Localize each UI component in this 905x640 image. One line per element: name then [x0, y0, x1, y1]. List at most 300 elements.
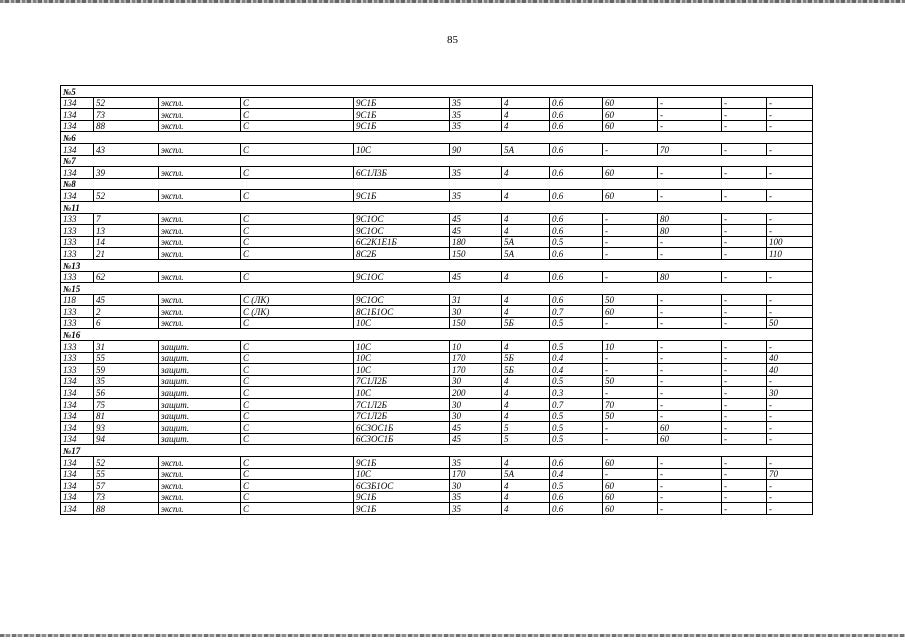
- cell-composition: 9С1Б: [354, 491, 450, 503]
- cell-col-a: 60: [603, 503, 658, 515]
- cell-col-a: 60: [603, 167, 658, 179]
- cell-plot: 57: [94, 480, 159, 492]
- cell-class: 4: [502, 225, 550, 237]
- cell-composition: 9С1Б: [354, 190, 450, 202]
- cell-species-type: С: [241, 364, 354, 376]
- table-row: [61, 190, 813, 202]
- cell-col-c: -: [722, 248, 767, 260]
- cell-class: 4: [502, 375, 550, 387]
- cell-composition: 10С: [354, 143, 450, 155]
- cell-plot: 52: [94, 190, 159, 202]
- cell-class: 5Б: [502, 364, 550, 376]
- cell-col-a: 60: [603, 120, 658, 132]
- cell-composition: 9С1Б: [354, 97, 450, 109]
- cell-age: 180: [450, 236, 502, 248]
- cell-category: экспл.: [159, 480, 241, 492]
- cell-composition: 8С2Б: [354, 248, 450, 260]
- cell-quarter: 134: [61, 457, 94, 469]
- cell-age: 35: [450, 503, 502, 515]
- cell-plot: 94: [94, 433, 159, 445]
- cell-class: 4: [502, 410, 550, 422]
- cell-species-type: С: [241, 271, 354, 283]
- table-row: [61, 352, 813, 364]
- cell-category: экспл.: [159, 167, 241, 179]
- cell-col-b: -: [658, 364, 722, 376]
- cell-col-c: -: [722, 422, 767, 434]
- cell-col-d: 30: [767, 387, 813, 399]
- cell-density: 0.6: [550, 503, 603, 515]
- cell-col-b: 80: [658, 271, 722, 283]
- group-header-row: [61, 329, 813, 341]
- cell-class: 4: [502, 294, 550, 306]
- table-row: [61, 364, 813, 376]
- group-header-row: [61, 259, 813, 271]
- cell-plot: 43: [94, 143, 159, 155]
- table-row: [61, 248, 813, 260]
- cell-quarter: 133: [61, 341, 94, 353]
- cell-category: экспл.: [159, 225, 241, 237]
- table-row: [61, 399, 813, 411]
- cell-col-b: -: [658, 399, 722, 411]
- cell-density: 0.5: [550, 341, 603, 353]
- cell-category: защит.: [159, 410, 241, 422]
- cell-col-a: 70: [603, 399, 658, 411]
- cell-quarter: 118: [61, 294, 94, 306]
- cell-density: 0.6: [550, 109, 603, 121]
- cell-composition: 10С: [354, 317, 450, 329]
- cell-species-type: С: [241, 410, 354, 422]
- cell-col-a: 60: [603, 491, 658, 503]
- cell-density: 0.3: [550, 387, 603, 399]
- cell-col-b: -: [658, 341, 722, 353]
- cell-category: экспл.: [159, 190, 241, 202]
- cell-species-type: С: [241, 225, 354, 237]
- cell-col-c: -: [722, 387, 767, 399]
- cell-density: 0.7: [550, 306, 603, 318]
- group-label: №11: [61, 201, 813, 213]
- cell-plot: 75: [94, 399, 159, 411]
- cell-age: 30: [450, 410, 502, 422]
- cell-quarter: 134: [61, 399, 94, 411]
- cell-class: 5А: [502, 143, 550, 155]
- cell-col-a: 60: [603, 97, 658, 109]
- cell-col-c: -: [722, 190, 767, 202]
- cell-plot: 2: [94, 306, 159, 318]
- cell-col-c: -: [722, 143, 767, 155]
- cell-age: 150: [450, 317, 502, 329]
- cell-col-c: -: [722, 468, 767, 480]
- cell-composition: 9С1Б: [354, 503, 450, 515]
- table-row: [61, 225, 813, 237]
- cell-category: экспл.: [159, 248, 241, 260]
- cell-plot: 14: [94, 236, 159, 248]
- cell-col-b: -: [658, 457, 722, 469]
- cell-composition: 7С1Л2Б: [354, 399, 450, 411]
- group-header-row: [61, 178, 813, 190]
- table-row: [61, 143, 813, 155]
- group-label: №7: [61, 155, 813, 167]
- group-header-row: [61, 283, 813, 295]
- cell-class: 4: [502, 109, 550, 121]
- cell-category: защит.: [159, 387, 241, 399]
- cell-composition: 6С3ОС1Б: [354, 422, 450, 434]
- cell-col-a: -: [603, 271, 658, 283]
- cell-species-type: С: [241, 143, 354, 155]
- cell-col-b: 70: [658, 143, 722, 155]
- cell-density: 0.6: [550, 143, 603, 155]
- cell-col-b: -: [658, 468, 722, 480]
- cell-col-d: 100: [767, 236, 813, 248]
- cell-species-type: С (ЛК): [241, 294, 354, 306]
- cell-plot: 88: [94, 503, 159, 515]
- cell-density: 0.4: [550, 364, 603, 376]
- cell-col-c: -: [722, 167, 767, 179]
- cell-class: 4: [502, 167, 550, 179]
- cell-age: 30: [450, 399, 502, 411]
- cell-category: защит.: [159, 433, 241, 445]
- cell-age: 45: [450, 433, 502, 445]
- cell-col-d: -: [767, 167, 813, 179]
- cell-species-type: С: [241, 120, 354, 132]
- cell-category: экспл.: [159, 317, 241, 329]
- cell-quarter: 134: [61, 387, 94, 399]
- cell-plot: 52: [94, 457, 159, 469]
- cell-col-c: -: [722, 503, 767, 515]
- cell-category: экспл.: [159, 143, 241, 155]
- cell-category: экспл.: [159, 503, 241, 515]
- cell-composition: 9С1ОС: [354, 271, 450, 283]
- cell-category: экспл.: [159, 457, 241, 469]
- cell-species-type: С: [241, 468, 354, 480]
- scan-edge-bottom: [0, 634, 905, 637]
- cell-col-a: -: [603, 352, 658, 364]
- cell-col-a: -: [603, 143, 658, 155]
- cell-composition: 10С: [354, 341, 450, 353]
- cell-age: 35: [450, 109, 502, 121]
- cell-quarter: 133: [61, 248, 94, 260]
- cell-col-d: 40: [767, 352, 813, 364]
- cell-col-a: 60: [603, 190, 658, 202]
- cell-quarter: 134: [61, 491, 94, 503]
- cell-col-b: -: [658, 120, 722, 132]
- cell-species-type: С: [241, 480, 354, 492]
- cell-plot: 73: [94, 491, 159, 503]
- cell-class: 4: [502, 97, 550, 109]
- cell-age: 35: [450, 190, 502, 202]
- group-label: №16: [61, 329, 813, 341]
- cell-col-b: -: [658, 480, 722, 492]
- cell-age: 170: [450, 468, 502, 480]
- cell-col-d: -: [767, 491, 813, 503]
- cell-composition: 6С2К1Е1Б: [354, 236, 450, 248]
- cell-category: защит.: [159, 341, 241, 353]
- cell-col-b: -: [658, 167, 722, 179]
- cell-species-type: С: [241, 387, 354, 399]
- cell-col-b: -: [658, 294, 722, 306]
- cell-col-c: -: [722, 491, 767, 503]
- cell-plot: 55: [94, 352, 159, 364]
- cell-quarter: 133: [61, 213, 94, 225]
- group-header-row: [61, 86, 813, 98]
- cell-category: защит.: [159, 364, 241, 376]
- cell-quarter: 133: [61, 364, 94, 376]
- cell-col-d: -: [767, 143, 813, 155]
- cell-density: 0.5: [550, 375, 603, 387]
- cell-plot: 21: [94, 248, 159, 260]
- group-label: №15: [61, 283, 813, 295]
- cell-age: 45: [450, 213, 502, 225]
- cell-composition: 8С1Б1ОС: [354, 306, 450, 318]
- cell-col-d: 110: [767, 248, 813, 260]
- cell-species-type: С: [241, 422, 354, 434]
- cell-plot: 6: [94, 317, 159, 329]
- cell-category: экспл.: [159, 236, 241, 248]
- cell-plot: 59: [94, 364, 159, 376]
- cell-col-a: 50: [603, 410, 658, 422]
- cell-col-d: -: [767, 225, 813, 237]
- group-header-row: [61, 155, 813, 167]
- cell-col-c: -: [722, 480, 767, 492]
- cell-composition: 9С1ОС: [354, 294, 450, 306]
- cell-density: 0.6: [550, 248, 603, 260]
- cell-col-d: -: [767, 306, 813, 318]
- cell-plot: 55: [94, 468, 159, 480]
- cell-density: 0.7: [550, 399, 603, 411]
- cell-quarter: 134: [61, 503, 94, 515]
- table-row: [61, 480, 813, 492]
- table-row: [61, 213, 813, 225]
- cell-col-d: -: [767, 294, 813, 306]
- cell-density: 0.6: [550, 190, 603, 202]
- table-row: [61, 271, 813, 283]
- cell-quarter: 133: [61, 317, 94, 329]
- cell-col-d: 50: [767, 317, 813, 329]
- cell-col-d: -: [767, 503, 813, 515]
- cell-plot: 62: [94, 271, 159, 283]
- cell-col-c: -: [722, 433, 767, 445]
- cell-species-type: С: [241, 317, 354, 329]
- cell-plot: 73: [94, 109, 159, 121]
- table-row: [61, 306, 813, 318]
- cell-category: экспл.: [159, 271, 241, 283]
- cell-age: 35: [450, 97, 502, 109]
- cell-species-type: С: [241, 457, 354, 469]
- cell-age: 45: [450, 271, 502, 283]
- cell-age: 30: [450, 480, 502, 492]
- cell-plot: 31: [94, 341, 159, 353]
- cell-col-b: -: [658, 190, 722, 202]
- cell-species-type: С: [241, 433, 354, 445]
- cell-quarter: 134: [61, 167, 94, 179]
- cell-col-c: -: [722, 225, 767, 237]
- cell-col-a: -: [603, 236, 658, 248]
- cell-category: защит.: [159, 352, 241, 364]
- cell-col-d: -: [767, 422, 813, 434]
- cell-composition: 9С1Б: [354, 120, 450, 132]
- cell-species-type: С: [241, 167, 354, 179]
- cell-composition: 6С1Л3Б: [354, 167, 450, 179]
- cell-composition: 9С1Б: [354, 457, 450, 469]
- cell-col-a: -: [603, 317, 658, 329]
- cell-class: 5А: [502, 248, 550, 260]
- cell-class: 5Б: [502, 317, 550, 329]
- cell-col-b: -: [658, 317, 722, 329]
- cell-col-d: -: [767, 271, 813, 283]
- cell-quarter: 134: [61, 468, 94, 480]
- cell-col-d: -: [767, 399, 813, 411]
- cell-category: защит.: [159, 375, 241, 387]
- cell-col-c: -: [722, 399, 767, 411]
- cell-col-d: -: [767, 480, 813, 492]
- table-row: [61, 317, 813, 329]
- cell-species-type: С: [241, 341, 354, 353]
- cell-age: 10: [450, 341, 502, 353]
- cell-col-a: -: [603, 225, 658, 237]
- cell-composition: 6С3ОС1Б: [354, 433, 450, 445]
- cell-col-d: -: [767, 120, 813, 132]
- cell-class: 4: [502, 271, 550, 283]
- table-row: [61, 236, 813, 248]
- cell-age: 170: [450, 364, 502, 376]
- cell-col-b: -: [658, 109, 722, 121]
- cell-age: 31: [450, 294, 502, 306]
- cell-plot: 81: [94, 410, 159, 422]
- cell-col-c: -: [722, 457, 767, 469]
- cell-col-a: 10: [603, 341, 658, 353]
- cell-quarter: 134: [61, 422, 94, 434]
- cell-category: защит.: [159, 399, 241, 411]
- cell-age: 35: [450, 491, 502, 503]
- cell-plot: 56: [94, 387, 159, 399]
- cell-class: 4: [502, 457, 550, 469]
- scan-edge-top: [0, 0, 905, 3]
- cell-density: 0.6: [550, 457, 603, 469]
- cell-composition: 9С1ОС: [354, 213, 450, 225]
- cell-composition: 7С1Л2Б: [354, 375, 450, 387]
- cell-col-d: -: [767, 457, 813, 469]
- table-row: [61, 120, 813, 132]
- cell-quarter: 134: [61, 120, 94, 132]
- cell-class: 5: [502, 433, 550, 445]
- cell-species-type: С: [241, 236, 354, 248]
- cell-composition: 10С: [354, 364, 450, 376]
- group-header-row: [61, 201, 813, 213]
- cell-col-b: -: [658, 97, 722, 109]
- cell-col-d: -: [767, 410, 813, 422]
- cell-plot: 35: [94, 375, 159, 387]
- cell-col-b: 60: [658, 422, 722, 434]
- table-row: [61, 422, 813, 434]
- cell-species-type: С: [241, 375, 354, 387]
- cell-species-type: С: [241, 190, 354, 202]
- cell-composition: 9С1ОС: [354, 225, 450, 237]
- cell-col-b: -: [658, 375, 722, 387]
- cell-species-type: С: [241, 399, 354, 411]
- cell-quarter: 133: [61, 236, 94, 248]
- cell-density: 0.5: [550, 433, 603, 445]
- group-label: №8: [61, 178, 813, 190]
- cell-plot: 39: [94, 167, 159, 179]
- cell-col-d: -: [767, 433, 813, 445]
- cell-age: 200: [450, 387, 502, 399]
- cell-age: 150: [450, 248, 502, 260]
- cell-col-a: -: [603, 364, 658, 376]
- cell-col-a: -: [603, 468, 658, 480]
- cell-col-b: 80: [658, 225, 722, 237]
- cell-col-c: -: [722, 341, 767, 353]
- cell-density: 0.6: [550, 213, 603, 225]
- cell-plot: 93: [94, 422, 159, 434]
- cell-plot: 7: [94, 213, 159, 225]
- cell-age: 45: [450, 422, 502, 434]
- cell-class: 4: [502, 399, 550, 411]
- cell-age: 35: [450, 457, 502, 469]
- cell-col-d: 70: [767, 468, 813, 480]
- cell-col-b: -: [658, 248, 722, 260]
- cell-col-b: -: [658, 503, 722, 515]
- group-header-row: [61, 132, 813, 144]
- cell-composition: 6С3Б1ОС: [354, 480, 450, 492]
- cell-species-type: С: [241, 352, 354, 364]
- cell-class: 4: [502, 190, 550, 202]
- cell-species-type: С: [241, 213, 354, 225]
- cell-composition: 10С: [354, 468, 450, 480]
- cell-species-type: С: [241, 503, 354, 515]
- cell-col-d: -: [767, 97, 813, 109]
- table-row: [61, 97, 813, 109]
- cell-density: 0.5: [550, 480, 603, 492]
- cell-category: экспл.: [159, 294, 241, 306]
- cell-col-a: -: [603, 387, 658, 399]
- cell-density: 0.5: [550, 236, 603, 248]
- cell-col-c: -: [722, 236, 767, 248]
- cell-col-b: -: [658, 352, 722, 364]
- cell-quarter: 133: [61, 271, 94, 283]
- cell-density: 0.6: [550, 97, 603, 109]
- cell-quarter: 134: [61, 433, 94, 445]
- cell-col-a: -: [603, 213, 658, 225]
- cell-class: 4: [502, 213, 550, 225]
- cell-col-c: -: [722, 364, 767, 376]
- cell-class: 5А: [502, 236, 550, 248]
- cell-plot: 45: [94, 294, 159, 306]
- table-row: [61, 468, 813, 480]
- cell-col-a: -: [603, 248, 658, 260]
- cell-density: 0.6: [550, 225, 603, 237]
- cell-category: экспл.: [159, 109, 241, 121]
- forest-register-table: [60, 85, 813, 515]
- cell-col-c: -: [722, 213, 767, 225]
- group-label: №5: [61, 86, 813, 98]
- cell-col-a: 60: [603, 480, 658, 492]
- cell-age: 30: [450, 306, 502, 318]
- cell-age: 35: [450, 167, 502, 179]
- cell-quarter: 134: [61, 143, 94, 155]
- cell-category: экспл.: [159, 213, 241, 225]
- cell-density: 0.6: [550, 294, 603, 306]
- cell-col-a: 60: [603, 109, 658, 121]
- cell-quarter: 134: [61, 109, 94, 121]
- cell-col-a: 50: [603, 294, 658, 306]
- cell-species-type: С (ЛК): [241, 306, 354, 318]
- cell-age: 45: [450, 225, 502, 237]
- table-row: [61, 410, 813, 422]
- cell-category: экспл.: [159, 468, 241, 480]
- cell-plot: 52: [94, 97, 159, 109]
- cell-species-type: С: [241, 248, 354, 260]
- cell-density: 0.5: [550, 410, 603, 422]
- cell-col-b: 60: [658, 433, 722, 445]
